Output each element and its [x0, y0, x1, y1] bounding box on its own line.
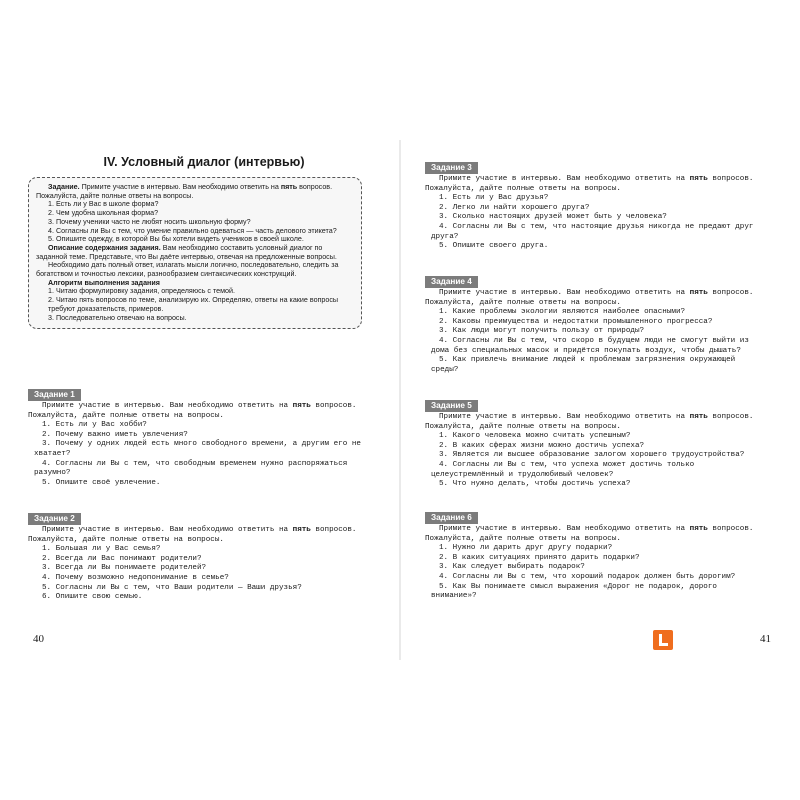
- task-question: 1. Большая ли у Вас семья?: [42, 545, 161, 554]
- task-question: 2. Каковы преимущества и недостатки промышленного прогресса?: [439, 317, 713, 326]
- task-label: Задание 1: [28, 389, 81, 401]
- instruction-question: 3. Почему ученики часто не любят носить школьную форму?: [48, 217, 251, 226]
- task-question: 4. Согласны ли Вы с тем, что свободным временем нужно распоряжаться разумно?: [34, 459, 348, 478]
- task-1: [28, 384, 364, 488]
- instruction-task-bold: пять: [280, 183, 298, 191]
- task-5: [425, 395, 761, 490]
- task-intro-text-end: вопросов. Пожалуйста, дайте полные ответы на вопросы.: [425, 175, 754, 193]
- task-intro-bold: пять: [689, 413, 708, 421]
- task-question: 2. Всегда ли Вас понимают родители?: [42, 554, 202, 563]
- page-right: [400, 0, 800, 800]
- task-intro-bold: пять: [689, 175, 708, 183]
- task-question: 5. Опишите своего друга.: [439, 242, 549, 251]
- task-intro-text: Примите участие в интервью. Вам необходимо ответить на: [439, 413, 690, 421]
- task-question: 3. Как люди могут получить пользу от природы?: [439, 327, 645, 336]
- task-question: 4. Согласны ли Вы с тем, что успеха может достичь только целеустремлённый и трудолюбивый человек?: [431, 460, 695, 479]
- instruction-description-text: Вам необходимо составить условный диалог по заданной теме. Представьте, что Вы даёте интервью, отвечая на предложенные вопросы.: [36, 243, 337, 261]
- task-question: 1. Какого человека можно считать успешным?: [439, 432, 631, 441]
- algorithm-step: 3. Последовательно отвечаю на вопросы.: [48, 313, 187, 322]
- task-label: Задание 4: [425, 276, 478, 288]
- task-question: 1. Какие проблемы экологии являются наиболее опасными?: [439, 308, 686, 317]
- task-intro-text: Примите участие в интервью. Вам необходимо ответить на: [439, 289, 690, 297]
- publisher-logo-glyph: [653, 630, 673, 650]
- algorithm-heading: [36, 279, 354, 288]
- task-4: [425, 271, 761, 375]
- task-label: Задание 6: [425, 512, 478, 524]
- task-intro-bold: пять: [292, 526, 311, 534]
- task-intro: [28, 526, 364, 545]
- task-question: 5. Что нужно делать, чтобы достичь успеха?: [439, 480, 631, 489]
- task-6: [425, 507, 761, 602]
- task-question: 1. Есть ли у Вас друзья?: [439, 194, 549, 203]
- task-question: 4. Согласны ли Вы с тем, что скоро в будущем люди не смогут выйти из дома без специальных масок и придётся покупать воздух, чтобы дышать?: [431, 336, 749, 355]
- instruction-task-text-end: вопросов. Пожалуйста, дайте полные ответы на вопросы.: [36, 183, 333, 200]
- task-question: 3. Является ли высшее образование залогом хорошего трудоустройства?: [439, 451, 745, 460]
- task-question: 1. Есть ли у Вас хобби?: [42, 421, 147, 430]
- task-intro-text: Примите участие в интервью. Вам необходимо ответить на: [42, 526, 293, 534]
- publisher-logo-icon: [653, 630, 673, 650]
- section-title: IV. Условный диалог (интервью): [103, 155, 305, 169]
- task-question: 5. Опишите своё увлечение.: [42, 478, 161, 487]
- task-label: Задание 2: [28, 513, 81, 525]
- task-intro: [425, 289, 761, 308]
- task-intro: [425, 525, 761, 544]
- task-question: 2. В каких ситуациях принято дарить подарки?: [439, 553, 640, 562]
- algorithm-step: 1. Читаю формулировку задания, определяюсь с темой.: [48, 287, 235, 296]
- task-intro-text-end: вопросов. Пожалуйста, дайте полные ответы на вопросы.: [28, 526, 357, 544]
- task-question: 1. Нужно ли дарить друг другу подарки?: [439, 544, 613, 553]
- task-question: 5. Как Вы понимаете смысл выражения «Дорог не подарок, дорого внимание»?: [431, 582, 717, 601]
- page-number-left: 40: [33, 633, 44, 645]
- task-question: 5. Согласны ли Вы с тем, что Ваши родители — Ваши друзья?: [42, 583, 302, 592]
- task-intro-text-end: вопросов. Пожалуйста, дайте полные ответы на вопросы.: [425, 413, 754, 431]
- task-question: 3. Всегда ли Вы понимаете родителей?: [42, 564, 207, 573]
- task-question: 3. Как следует выбирать подарок?: [439, 563, 585, 572]
- task-intro: [425, 175, 761, 194]
- task-intro-text-end: вопросов. Пожалуйста, дайте полные ответы на вопросы.: [28, 402, 357, 420]
- instruction-question: 4. Согласны ли Вы с тем, что умение правильно одеваться — часть делового этикета?: [48, 226, 337, 235]
- task-intro-text: Примите участие в интервью. Вам необходимо ответить на: [42, 402, 293, 410]
- task-label: Задание 5: [425, 400, 478, 412]
- page-number-right: 41: [760, 633, 771, 645]
- task-intro: [425, 413, 761, 432]
- task-intro-bold: пять: [689, 289, 708, 297]
- task-question: 3. Сколько настоящих друзей может быть у человека?: [439, 213, 667, 222]
- task-question: 4. Согласны ли Вы с тем, что настоящие друзья никогда не предают друг друга?: [431, 222, 754, 241]
- task-intro-text-end: вопросов. Пожалуйста, дайте полные ответы на вопросы.: [425, 289, 754, 307]
- instruction-task-text: Примите участие в интервью. Вам необходимо ответить на: [79, 183, 281, 191]
- task-question: 2. Легко ли найти хорошего друга?: [439, 203, 590, 212]
- task-intro-text: Примите участие в интервью. Вам необходимо ответить на: [439, 525, 690, 533]
- algorithm-heading-text: Алгоритм выполнения задания: [48, 278, 160, 287]
- instruction-description-head: Описание содержания задания.: [48, 243, 161, 252]
- task-intro: [28, 402, 364, 421]
- algorithm-step: 2. Читаю пять вопросов по теме, анализирую их. Определяю, ответы на какие вопросы требуют доказательств, примеров.: [48, 296, 339, 313]
- instruction-question: 5. Опишите одежду, в которой Вы бы хотели видеть учеников в своей школе.: [48, 235, 304, 244]
- task-question: 2. В каких сферах жизни можно достичь успеха?: [439, 441, 645, 450]
- task-intro-text: Примите участие в интервью. Вам необходимо ответить на: [439, 175, 690, 183]
- instruction-task-head: Задание.: [48, 183, 80, 191]
- instruction-description: [36, 244, 354, 261]
- task-question: 3. Почему у одних людей есть много свободного времени, а другим его не хватает?: [34, 440, 361, 458]
- instruction-task: [36, 183, 354, 200]
- task-2: [28, 508, 364, 603]
- task-question: 4. Почему возможно недопонимание в семье?: [42, 573, 229, 582]
- instruction-question: 2. Чем удобна школьная форма?: [48, 209, 159, 218]
- instruction-question: 1. Есть ли у Вас в школе форма?: [48, 200, 159, 209]
- task-3: [425, 157, 761, 252]
- task-intro-bold: пять: [292, 402, 311, 410]
- task-label: Задание 3: [425, 162, 478, 174]
- instruction-description-2: Необходимо дать полный ответ, излагать мысли логично, последовательно, следить за богатством и точностью лексики, разнообразием синтаксических конструкций.: [36, 261, 339, 279]
- task-question: 5. Как привлечь внимание людей к проблемам загрязнения окружающей среды?: [431, 356, 736, 374]
- task-intro-bold: пять: [689, 525, 708, 533]
- instruction-box: [28, 177, 362, 329]
- task-intro-text-end: вопросов. Пожалуйста, дайте полные ответы на вопросы.: [425, 525, 754, 543]
- task-question: 6. Опишите свою семью.: [42, 593, 143, 602]
- task-question: 4. Согласны ли Вы с тем, что хороший подарок должен быть дорогим?: [439, 572, 736, 581]
- task-question: 2. Почему важно иметь увлечения?: [42, 430, 188, 439]
